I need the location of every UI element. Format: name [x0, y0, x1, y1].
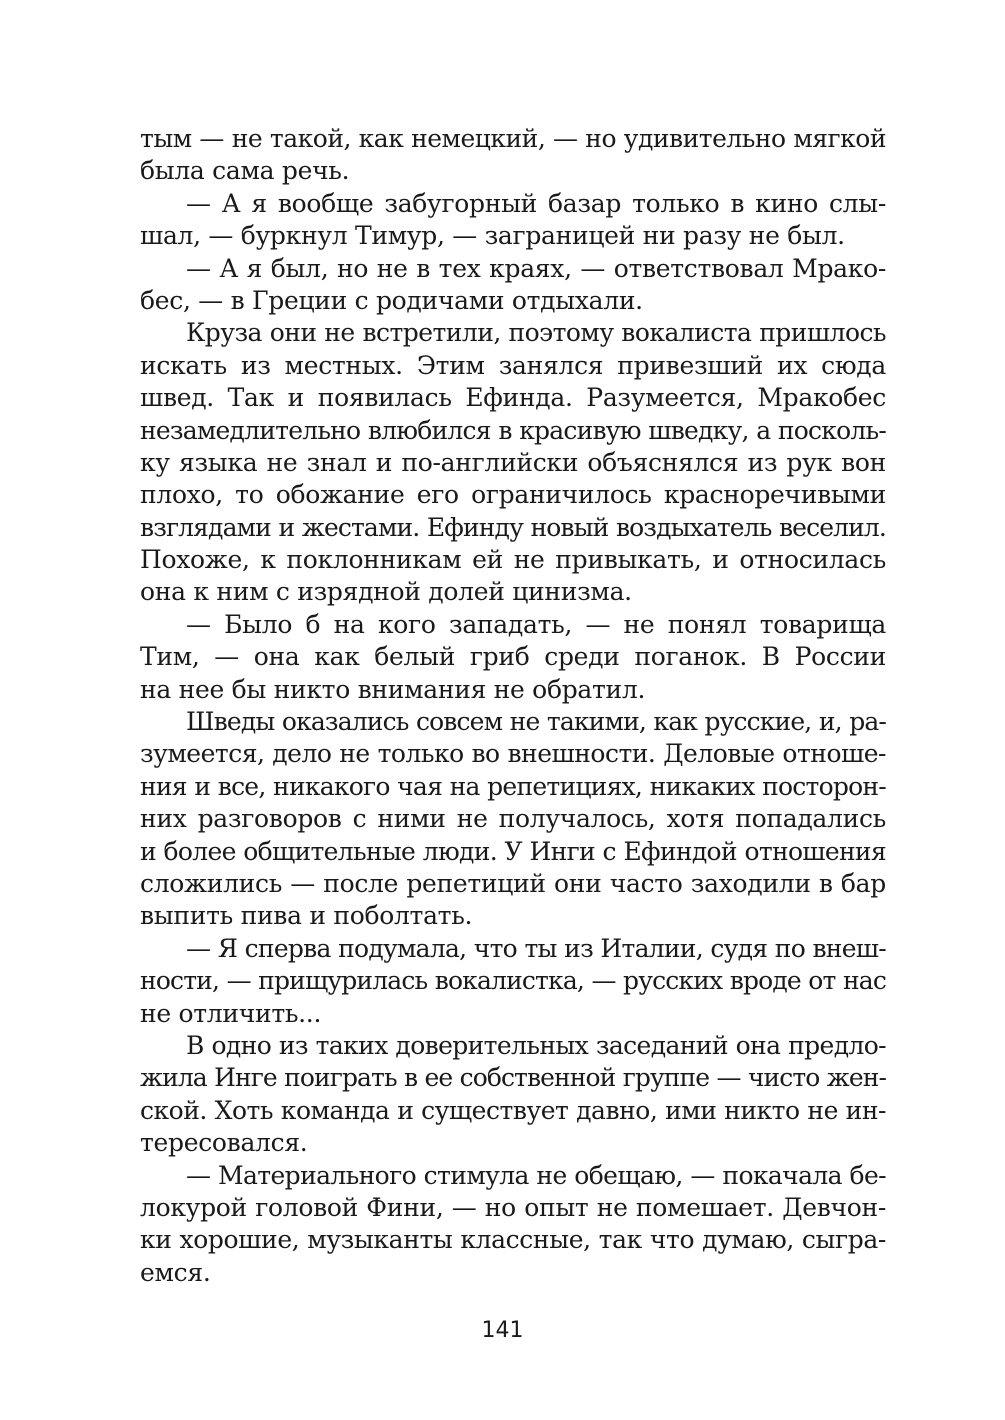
- text-line: ности, — прищурилась вокалистка, — русских вроде от нас: [140, 966, 886, 996]
- text-line: сложились — после репетиций они часто заходили в бар: [140, 868, 886, 898]
- text-line: Круза они не встретили, поэтому вокалиста пришлось: [186, 318, 886, 348]
- text-line: Шведы оказались совсем не такими, как русские, и, ра-: [186, 707, 886, 737]
- text-line: Похоже, к поклонникам ей не привыкать, и относилась: [140, 545, 886, 575]
- text-line: зумеется, дело не только во внешности. Деловые отноше-: [140, 739, 886, 769]
- text-line: швед. Так и появилась Ефинда. Разумеется, Мракобес: [140, 383, 886, 413]
- body-text: [140, 123, 886, 1289]
- text-line: ки хорошие, музыканты классные, так что думаю, сыгра-: [140, 1225, 886, 1255]
- text-line: плохо, то обожание его ограничилось красноречивыми: [140, 480, 886, 510]
- text-line: на нее бы никто внимания не обратил.: [140, 674, 646, 704]
- text-line: ния и все, никакого чая на репетициях, никаких посторон-: [140, 771, 886, 801]
- text-line: них разговоров с ними не получалось, хотя попадались: [140, 804, 886, 834]
- text-line: — Я сперва подумала, что ты из Италии, судя по внеш-: [186, 933, 886, 963]
- text-line: Тим, — она как белый гриб среди поганок. В России: [140, 642, 886, 672]
- text-line: жила Инге поиграть в ее собственной группе — чисто жен-: [140, 1063, 886, 1093]
- text-line: — А я вообще забугорный базар только в кино слы-: [186, 188, 886, 218]
- text-line: ку языка не знал и по-английски объяснялся из рук вон: [140, 447, 886, 477]
- text-line: выпить пива и поболтать.: [140, 901, 473, 931]
- text-line: тересовался.: [140, 1128, 308, 1158]
- text-line: ской. Хоть команда и существует давно, ими никто не ин-: [140, 1095, 886, 1125]
- text-line: незамедлительно влюбился в красивую шведку, а посколь-: [140, 415, 886, 445]
- text-line: не отличить...: [140, 998, 322, 1028]
- text-line: тым — не такой, как немецкий, — но удивительно мягкой: [140, 124, 886, 153]
- text-line: — Материального стимула не обещаю, — покачала бе-: [186, 1160, 886, 1190]
- text-line: была сама речь.: [140, 156, 350, 186]
- text-line: искать из местных. Этим занялся привезший их сюда: [140, 350, 886, 380]
- page-number: 141: [481, 1318, 524, 1343]
- text-line: шал, — буркнул Тимур, — заграницей ни разу не был.: [140, 221, 845, 251]
- text-line: взглядами и жестами. Ефинду новый воздыхатель веселил.: [140, 512, 886, 542]
- text-line: бес, — в Греции с родичами отдыхали.: [140, 285, 643, 315]
- text-line: емся.: [140, 1257, 211, 1287]
- text-line: и более общительные люди. У Инги с Ефиндой отношения: [140, 836, 886, 866]
- text-line: она к ним с изрядной долей цинизма.: [140, 577, 632, 607]
- text-line: — Было б на кого западать, — не понял товарища: [186, 609, 886, 639]
- text-line: локурой головой Фини, — но опыт не помешает. Девчон-: [140, 1192, 886, 1222]
- text-line: — А я был, но не в тех краях, — ответствовал Мрако-: [186, 253, 886, 283]
- text-line: В одно из таких доверительных заседаний она предло-: [186, 1030, 886, 1060]
